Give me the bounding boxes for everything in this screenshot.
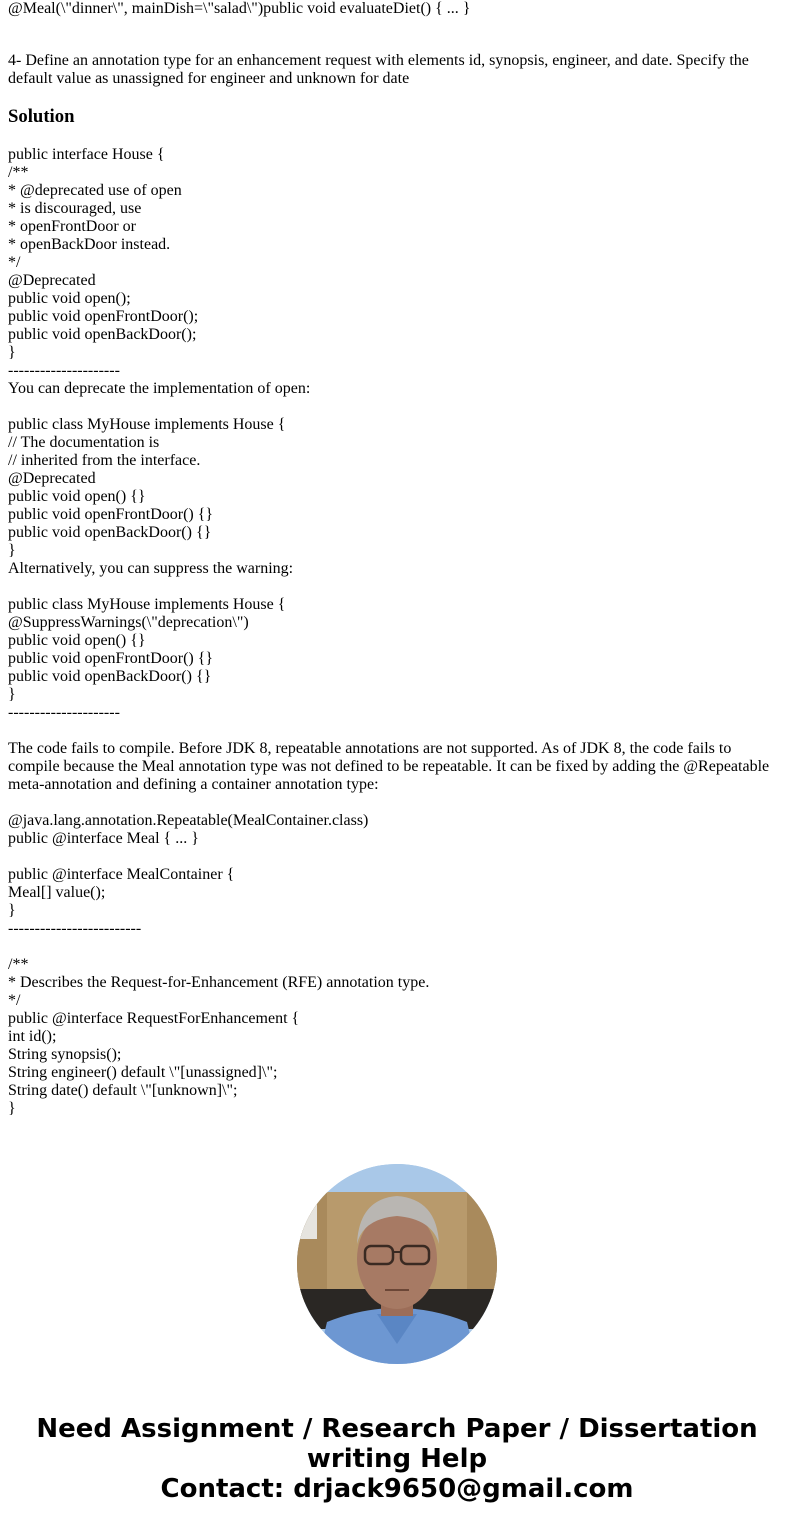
code-line: public void openFrontDoor() {} (8, 506, 214, 523)
code-line: String synopsis(); (8, 1046, 122, 1063)
question-text: 4- Define an annotation type for an enhancement request with elements id, synopsis, engineer, and date. Specify the default value as unassigned for engineer and unknown for date (8, 52, 749, 87)
spacer (8, 794, 786, 812)
code-line: * @deprecated use of open (8, 182, 182, 199)
code-line: } (8, 686, 16, 703)
solution-heading: Solution (8, 106, 75, 127)
code-line: public void openFrontDoor(); (8, 308, 199, 325)
code-line: Meal[] value(); (8, 884, 106, 901)
code-line: public void openBackDoor() {} (8, 668, 212, 685)
code-line: // inherited from the interface. (8, 452, 201, 469)
author-photo-icon (297, 1164, 497, 1364)
divider-text: --------------------- (8, 704, 120, 721)
divider-text: ------------------------- (8, 920, 142, 937)
code-line: public class MyHouse implements House { (8, 416, 286, 433)
code-line: } (8, 1100, 16, 1117)
code-line: public void open() {} (8, 488, 146, 505)
code-line: @java.lang.annotation.Repeatable(MealContainer.class) (8, 812, 369, 829)
code-line: public class MyHouse implements House { (8, 596, 286, 613)
code-line: @Deprecated (8, 470, 96, 487)
code-line: } (8, 542, 16, 559)
code-line: int id(); (8, 1028, 57, 1045)
code-line: public void openBackDoor() {} (8, 524, 212, 541)
code-block-house-interface (8, 146, 786, 398)
code-line: */ (8, 254, 21, 271)
code-line: public void openFrontDoor() {} (8, 650, 214, 667)
explanation-paragraph: The code fails to compile. Before JDK 8, repeatable annotations are not supported. As of JDK 8, the code fails to compile because the Meal annotation type was not defined to be repeatable. It can be fixed by adding the @Repeatable meta-annotation and defining a container annotation type: (8, 740, 770, 793)
code-block-meal-container (8, 866, 786, 938)
code-line: * openFrontDoor or (8, 218, 136, 235)
spacer (8, 938, 786, 956)
divider-text: --------------------- (8, 362, 120, 379)
promo-contact: Contact: drjack9650@gmail.com (160, 1474, 634, 1504)
code-line: public interface House { (8, 146, 165, 163)
code-line: * Describes the Request-for-Enhancement (RFE) annotation type. (8, 974, 430, 991)
promo-banner (0, 1414, 794, 1504)
code-line: } (8, 344, 16, 361)
spacer (8, 398, 786, 416)
promo-headline: Need Assignment / Research Paper / Dissertation writing Help (36, 1414, 758, 1474)
code-line: } (8, 902, 16, 919)
code-line: String date() default \"[unknown]\"; (8, 1082, 238, 1099)
code-line: * is discouraged, use (8, 200, 142, 217)
spacer (8, 578, 786, 596)
avatar-container (0, 1164, 794, 1364)
code-line: public void open(); (8, 290, 131, 307)
code-line: public @interface RequestForEnhancement { (8, 1010, 300, 1027)
code-line: public void openBackDoor(); (8, 326, 197, 343)
code-line: /** (8, 164, 29, 181)
code-line: /** (8, 956, 29, 973)
code-line: @Deprecated (8, 272, 96, 289)
explanation-line: You can deprecate the implementation of open: (8, 380, 311, 397)
code-block-myhouse-suppress (8, 596, 786, 722)
code-line: @SuppressWarnings(\"deprecation\") (8, 614, 249, 631)
code-line-meal-usage: @Meal(\"dinner\", mainDish=\"salad\")public void evaluateDiet() { ... } (8, 0, 471, 17)
code-block-request-for-enhancement (8, 956, 786, 1118)
spacer (8, 722, 786, 740)
code-block-myhouse-deprecated (8, 416, 786, 578)
code-line: public @interface Meal { ... } (8, 830, 199, 847)
author-avatar (297, 1164, 497, 1364)
code-line: public void open() {} (8, 632, 146, 649)
code-line: public @interface MealContainer { (8, 866, 235, 883)
code-line: // The documentation is (8, 434, 160, 451)
code-block-repeatable (8, 812, 786, 848)
code-line: String engineer() default \"[unassigned]\"; (8, 1064, 278, 1081)
code-line: * openBackDoor instead. (8, 236, 171, 253)
code-line: */ (8, 992, 21, 1009)
spacer (8, 848, 786, 866)
explanation-line: Alternatively, you can suppress the warning: (8, 560, 294, 577)
